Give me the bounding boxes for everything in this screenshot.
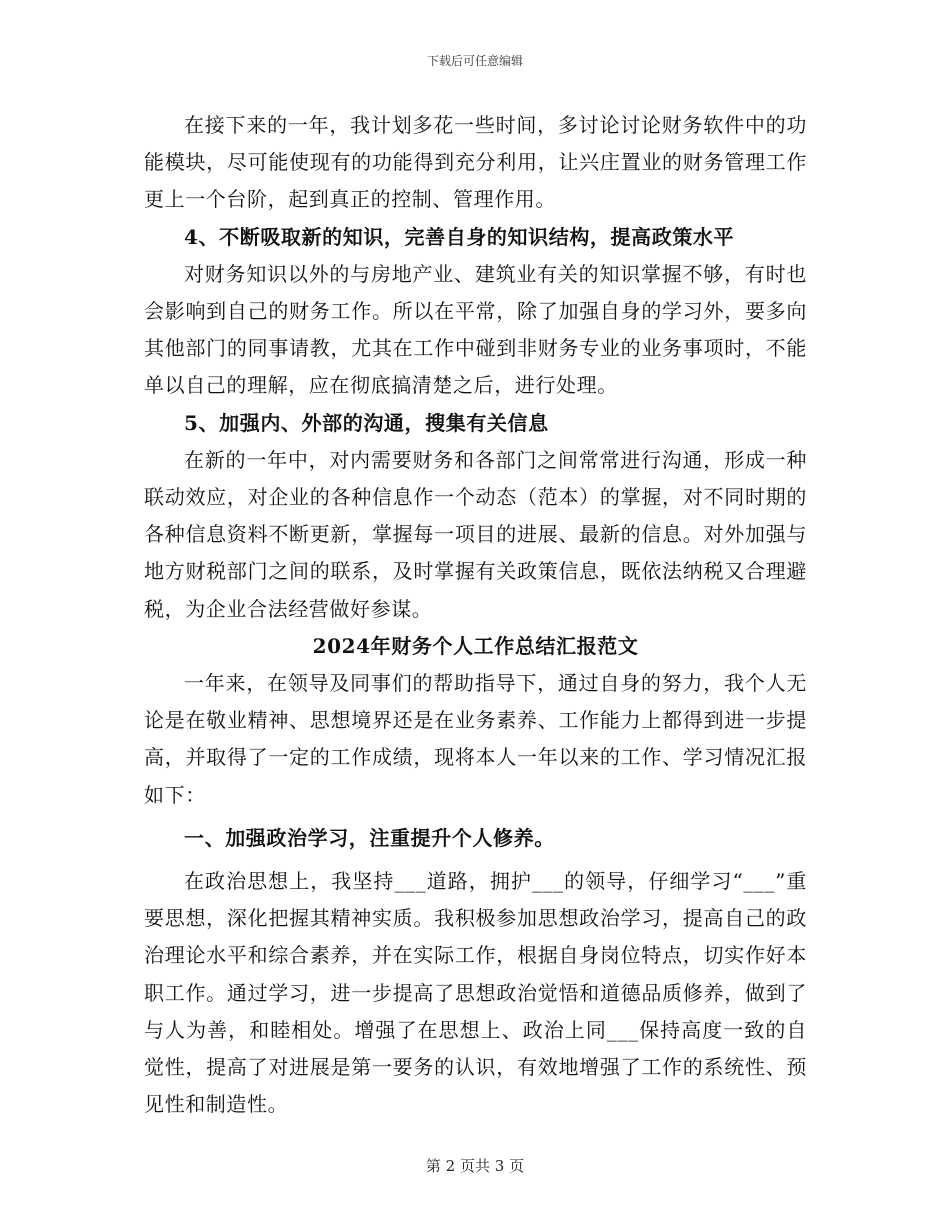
heading-politics: 一、加强政治学习，注重提升个人修养。 [184, 825, 555, 850]
heading-knowledge: 4、不断吸取新的知识，完善自身的知识结构，提高政策水平 [184, 224, 735, 249]
paragraph-politics: 在政治思想上，我坚持___道路，拥护___的领导，仔细学习“___”重要思想，深化把握其精神实质。我积极参加思想政治学习，提高自己的政治理论水平和综合素养，并在实际工作，根据自身岗位特点，切实作好本职工作。通过学习，进一步提高了思想政治觉悟和道德品质修养，做到了与人为善，和睦相处。增强了在思想上、政治上同___保持高度一致的自觉性，提高了对进展是第一要务的认识，有效地增强了工作的系统性、预见性和制造性。 [144, 869, 807, 1117]
page-header: 下载后可任意编辑 [426, 54, 523, 68]
paragraph-knowledge: 对财务知识以外的与房地产业、建筑业有关的知识掌握不够，有时也会影响到自己的财务工作。所以在平常，除了加强自身的学习外，要多向其他部门的同事请教，尤其在工作中碰到非财务专业的业务事项时，不能单以自己的理解，应在彻底搞清楚之后，进行处理。 [144, 261, 807, 398]
heading-communication: 5、加强内、外部的沟通，搜集有关信息 [184, 410, 549, 435]
document-title: 2024年财务个人工作总结汇报范文 [312, 633, 639, 658]
paragraph-communication: 在新的一年中，对内需要财务和各部门之间常常进行沟通，形成一种联动效应，对企业的各种信息作一个动态（范本）的掌握，对不同时期的各种信息资料不断更新，掌握每一项目的进展、最新的信息。对外加强与地方财税部门之间的联系，及时掌握有关政策信息，既依法纳税又合理避税，为企业合法经营做好参谋。 [144, 447, 807, 621]
document-body [144, 107, 807, 1123]
paragraph-plan: 在接下来的一年，我计划多花一些时间，多讨论讨论财务软件中的功能模块，尽可能使现有的功能得到充分利用，让兴庄置业的财务管理工作更上一个台阶，起到真正的控制、管理作用。 [144, 113, 807, 212]
page-footer: 第 2 页共 3 页 [425, 1157, 525, 1175]
paragraph-intro: 一年来，在领导及同事们的帮助指导下，通过自身的努力，我个人无论是在敬业精神、思想境界还是在业务素养、工作能力上都得到进一步提高，并取得了一定的工作成绩，现将本人一年以来的工作、学习情况汇报如下： [144, 671, 807, 807]
